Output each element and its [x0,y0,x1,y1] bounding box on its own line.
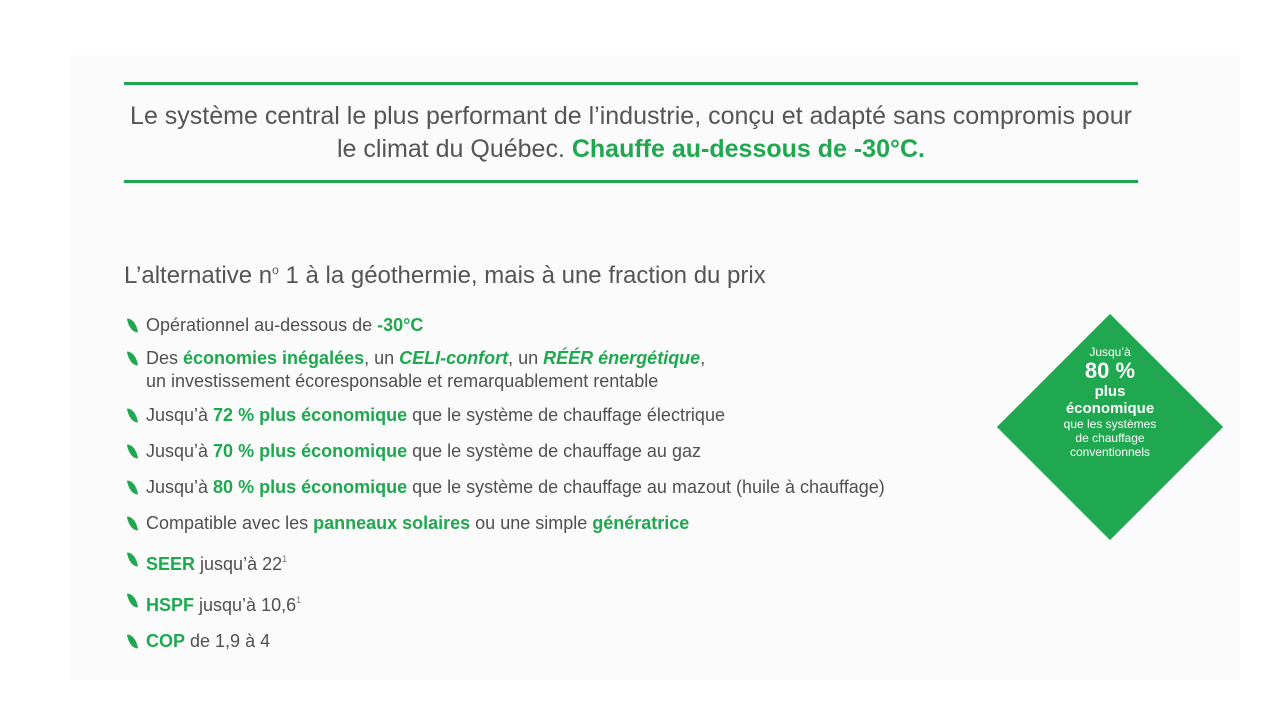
leaf-icon [127,317,138,333]
savings-badge-text [1035,345,1185,459]
subtitle-before: L’alternative n [124,262,273,289]
feature-text: Des [146,348,184,368]
feature-highlight: SEER [146,554,196,574]
bottom-divider [124,180,1138,183]
feature-text-line2: un investissement écoresponsable et remarquablement rentable [146,371,659,391]
feature-text: Jusqu’à [146,477,214,497]
feature-text: Opérationnel au-dessous de [146,315,378,335]
feature-list [128,314,1028,653]
footnote-marker: 1 [296,595,302,605]
top-divider [124,82,1138,85]
badge-line: conventionnels [1069,445,1151,459]
badge-percent: 80 % [1084,358,1136,383]
feature-item [128,404,1028,427]
leaf-icon [127,515,138,531]
feature-highlight: RÉÉR énergétique [543,348,701,368]
headline-highlight: Chauffe au-dessous de -30°C. [571,135,925,163]
feature-highlight: panneaux solaires [313,513,471,533]
subtitle-superscript: o [272,263,279,277]
badge-line: que les systèmes [1063,417,1157,431]
headline [124,100,1138,166]
feature-text: , un [364,348,400,368]
feature-text: Jusqu’à [146,405,214,425]
feature-text: jusqu’à 10,6 [194,595,297,615]
badge-line: de chauffage [1075,431,1145,445]
feature-item [128,630,1028,653]
feature-highlight: COP [146,631,186,651]
feature-text: que le système de chauffage au gaz [407,441,701,461]
feature-item [128,589,1028,617]
footnote-marker: 1 [282,554,288,564]
feature-item [128,512,1028,535]
feature-text: de 1,9 à 4 [185,631,271,651]
leaf-icon [127,479,138,495]
feature-highlight: 80 % plus économique [213,477,408,497]
leaf-icon [127,443,138,459]
feature-highlight: CELI-confort [399,348,509,368]
feature-text: ou une simple [470,513,593,533]
feature-highlight: 72 % plus économique [213,405,408,425]
feature-text: , [700,348,706,368]
feature-highlight: génératrice [592,513,690,533]
badge-line: économique [1065,400,1155,417]
leaf-icon [127,350,138,366]
leaf-icon [127,633,138,649]
feature-text: jusqu’à 22 [195,554,283,574]
leaf-icon [127,407,138,423]
feature-item [128,347,1028,393]
feature-highlight: -30°C [377,315,424,335]
feature-text: que le système de chauffage électrique [407,405,725,425]
feature-item [128,476,1028,499]
subtitle-after: 1 à la géothermie, mais à une fraction du prix [278,262,766,289]
leaf-icon [127,551,138,567]
feature-text: Jusqu’à [146,441,214,461]
badge-line: Jusqu’à [1089,345,1131,359]
feature-highlight: HSPF [146,595,195,615]
feature-text: Compatible avec les [146,513,314,533]
feature-text: , un [508,348,544,368]
feature-item [128,314,1028,337]
leaf-icon [127,592,138,608]
feature-item [128,440,1028,463]
headline-text: Le système central le plus performant de l’industrie, conçu et adapté sans compromis pour le climat du Québec. [130,102,1132,163]
feature-highlight: 70 % plus économique [213,441,408,461]
feature-highlight: économies inégalées [183,348,365,368]
section-subtitle [124,262,766,290]
feature-item [128,548,1028,576]
badge-line: plus [1094,383,1126,400]
feature-text: que le système de chauffage au mazout (huile à chauffage) [407,477,885,497]
